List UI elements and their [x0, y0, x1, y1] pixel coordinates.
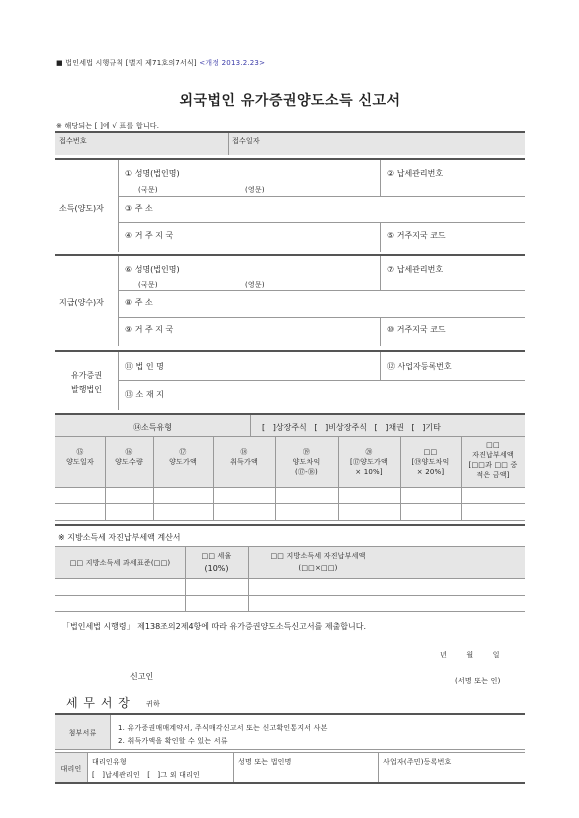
issuer-section-label-1: 유가증권: [71, 371, 102, 380]
honorific-label: 귀하: [146, 700, 160, 708]
income-col-7: [400, 447, 461, 477]
payer-english-label: (영문): [245, 281, 265, 289]
agent-reg-label: 사업자(주민)등록번호: [383, 758, 452, 766]
income-col-8-label: 자진납부세액 [□□과 □□ 중 적은 금액]: [468, 451, 518, 479]
income-type-options[interactable]: [ ]상장주식 [ ]비상장주식 [ ]채권 [ ]기타: [262, 423, 441, 432]
local-tax-amount-label: □□ 지방소득세 자진납부세액: [270, 552, 366, 560]
income-col-2-label: 양도수량: [115, 458, 143, 466]
declaration-text: 「법인세법 시행령」 제138조의2제4항에 따라 유가증권양도소득신고서를 제출합니다.: [62, 622, 366, 631]
local-tax-rate-value: (10%): [204, 564, 229, 573]
income-col-4: [213, 447, 275, 467]
income-col-2-number: ⑯: [125, 448, 133, 456]
local-tax-amount-formula: (□□×□□): [298, 564, 338, 572]
agent-name-label: 성명 또는 법인명: [238, 758, 292, 766]
attachments-label: 첨부서류: [68, 729, 97, 737]
revision-date: <개정 2013.2.23>: [199, 59, 266, 67]
bullet-icon: ■: [56, 59, 63, 67]
issuer-reg-label: ⑫ 사업자등록번호: [387, 362, 452, 371]
local-tax-heading: ※ 지방소득세 자진납부세액 계산서: [58, 533, 181, 542]
reporter-label: 신고인: [130, 672, 154, 681]
receipt-date-label: 접수일자: [232, 137, 260, 145]
local-tax-rate-label: □□ 세율: [201, 552, 232, 560]
agent-type-options[interactable]: [ ]납세관리인 [ ]그 외 대리인: [92, 771, 201, 779]
issuer-section-label-2: 발행법인: [71, 385, 102, 394]
payer-tax-label: ⑦ 납세관리번호: [387, 265, 444, 274]
income-col-5: [275, 447, 338, 477]
payer-section-label: 지급(양수)자: [59, 298, 104, 307]
income-col-6: [338, 447, 400, 477]
income-col-5-number: ⑲: [302, 448, 311, 456]
receipt-number-label: 접수번호: [59, 137, 87, 145]
income-col-6-number: ⑳: [365, 448, 373, 456]
date-line[interactable]: 년 월 일: [440, 651, 500, 659]
local-tax-base-label: □□ 지방소득세 과세표준(□□): [69, 559, 171, 567]
income-col-3: [153, 447, 213, 467]
income-col-1: [55, 447, 105, 467]
income-col-8: [461, 440, 525, 480]
signature-label: (서명 또는 인): [455, 677, 501, 685]
issuer-loc-label: ⑬ 소 재 지: [125, 390, 164, 399]
income-col-2: [105, 447, 153, 467]
payer-name-label: ⑥ 성명(법인명): [125, 265, 180, 274]
form-reference: [56, 58, 265, 68]
payer-address-label: ⑧ 주 소: [125, 298, 153, 307]
income-col-7-label: [⑲양도차익 × 20%]: [411, 458, 450, 476]
attachment-item-2: 2. 취득가액을 확인할 수 있는 서류: [118, 737, 228, 745]
income-col-3-number: ⑰: [179, 448, 187, 456]
income-col-7-number: □□: [423, 448, 438, 456]
income-col-1-label: 양도일자: [66, 458, 94, 466]
check-note: ※ 해당되는 [ ]에 √ 표를 합니다.: [56, 122, 160, 130]
seller-name-label: ① 성명(법인명): [125, 169, 180, 178]
seller-english-label: (영문): [245, 186, 265, 194]
income-col-8-number: □□: [486, 441, 500, 449]
seller-address-label: ③ 주 소: [125, 204, 153, 213]
payer-code-label: ⑩ 거주지국 코드: [387, 325, 446, 334]
income-col-1-number: ⑮: [76, 448, 84, 456]
income-col-3-label: 양도가액: [169, 458, 197, 466]
receipt-row: [55, 133, 525, 155]
income-col-4-label: 취득가액: [230, 458, 258, 466]
seller-code-label: ⑤ 거주지국 코드: [387, 231, 446, 240]
payer-country-label: ⑨ 거 주 지 국: [125, 325, 174, 334]
seller-section-label: 소득(양도)자: [59, 204, 104, 213]
income-col-5-label: 양도차익 (⑰-⑱): [292, 458, 321, 476]
income-type-label: ⑭소득유형: [133, 423, 172, 432]
attachment-item-1: 1. 유가증권매매계약서, 주식매각신고서 또는 신고확인통지서 사본: [118, 724, 328, 732]
agent-type-label: 대리인유형: [92, 758, 127, 766]
income-col-4-number: ⑱: [240, 448, 248, 456]
seller-country-label: ④ 거 주 지 국: [125, 231, 174, 240]
seller-korean-label: (국문): [138, 186, 158, 194]
payer-korean-label: (국문): [138, 281, 158, 289]
tax-office-label: 세 무 서 장: [66, 696, 131, 710]
seller-tax-label: ② 납세관리번호: [387, 169, 444, 178]
law-reference: 법인세법 시행규칙 [별지 제71호의7서식]: [65, 59, 197, 67]
issuer-corp-label: ⑪ 법 인 명: [125, 362, 164, 371]
income-col-6-label: [⑰양도가액 × 10%]: [350, 458, 388, 476]
agent-label: 대리인: [60, 765, 82, 773]
page-title: 외국법인 유가증권양도소득 신고서: [179, 93, 401, 109]
